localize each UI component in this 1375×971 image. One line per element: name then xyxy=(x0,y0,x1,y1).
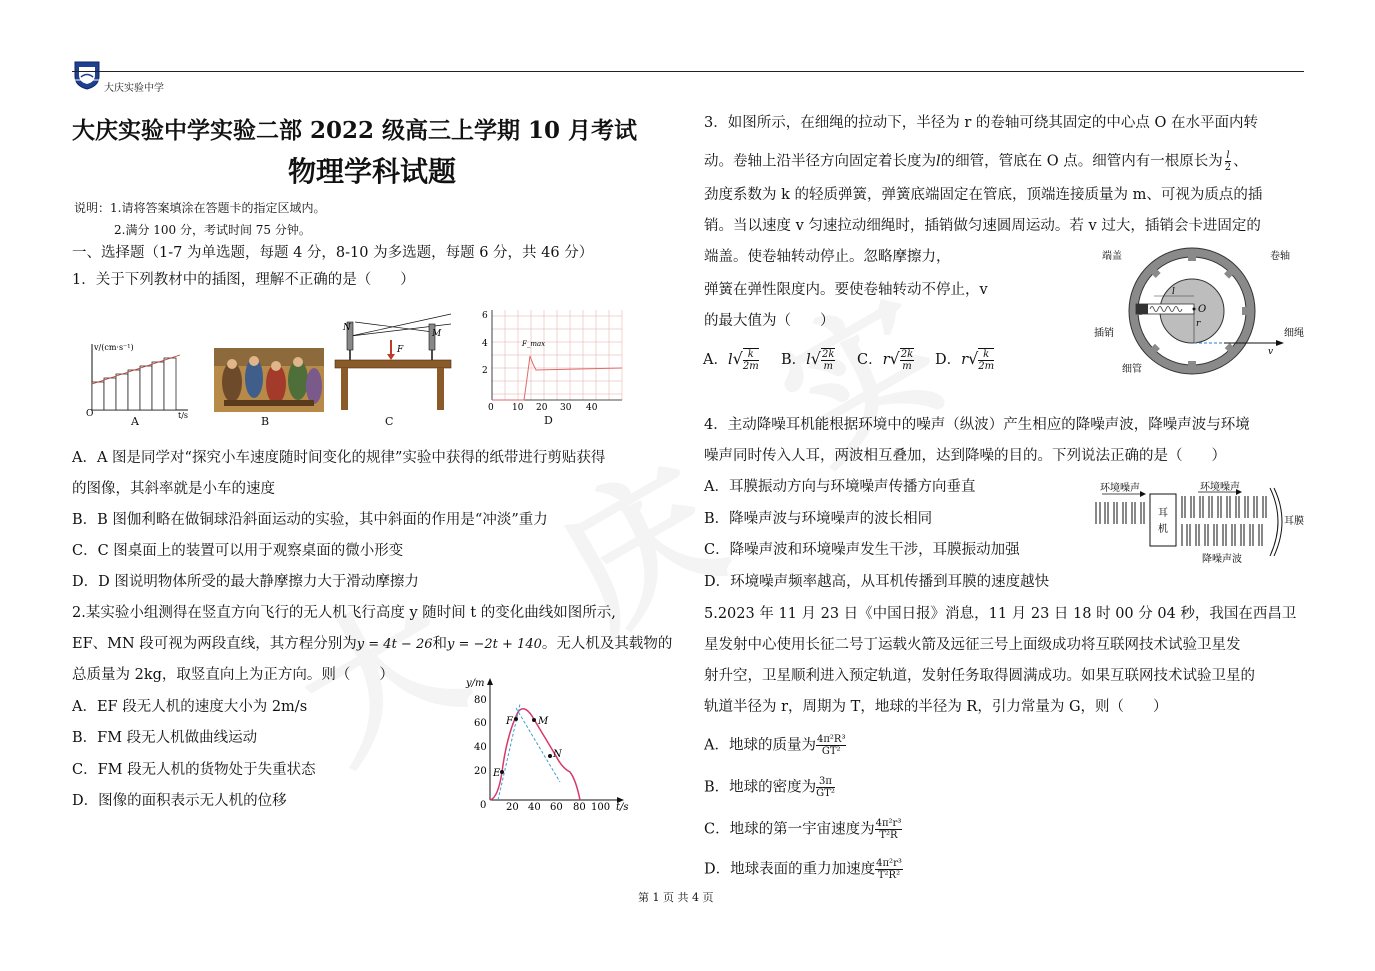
graph-ytick-80: 80 xyxy=(474,695,487,706)
subject-title: 物理学科试题 xyxy=(288,155,457,188)
q4-label-eardrum: 耳膜 xyxy=(1284,516,1304,527)
q3-line-2: 动。卷轴上沿半径方向固定着长度为l的细管，管底在 O 点。细管内有一根原长为 $\frac{l}{2}$ 、 xyxy=(704,150,1248,173)
q5-option-b: B．地球的密度为 $\frac{3\pi}{\text{GT²}}$ xyxy=(704,776,835,799)
q3-option-c: C．r√ $\frac{2k}{m}$ xyxy=(857,349,914,372)
fig-d-x20: 20 xyxy=(536,403,548,413)
q3-line-7: 的最大值为（ ） xyxy=(704,313,835,329)
q5-option-d: D．地球表面的重力加速度 $\frac{\text{4π²r³}}{\text{T²R²}}$ xyxy=(704,858,902,881)
q1-option-b: B．B 图伽利略在做铜球沿斜面运动的实验，其中斜面的作用是“冲淡”重力 xyxy=(72,512,548,528)
q2-eq2: y = −2t + 140 xyxy=(447,637,542,652)
reel-label-v: v xyxy=(1268,347,1274,357)
reel-label-pin: 插销 xyxy=(1094,328,1114,339)
graph-xtick-20: 20 xyxy=(506,802,519,813)
q4-line-2: 噪声同时传入人耳，两波相互叠加，达到降噪的目的。下列说法正确的是（ ） xyxy=(704,448,1226,464)
graph-xtick-0: 0 xyxy=(480,800,487,811)
note-2: 2.满分 100 分，考试时间 75 分钟。 xyxy=(114,223,311,237)
q4-label-noise-1: 环境噪声 xyxy=(1100,483,1140,494)
q2-height-time-graph xyxy=(460,672,630,818)
q3-line-5: 端盖。使卷轴转动停止。忽略摩擦力， xyxy=(704,249,951,265)
fig-a-origin: O xyxy=(86,409,94,419)
school-logo xyxy=(72,58,102,90)
q1-option-d: D．D 图说明物体所受的最大静摩擦力大于滑动摩擦力 xyxy=(72,574,419,590)
q1-figure-c-table xyxy=(333,308,457,412)
q2-stem-1: 2.某实验小组测得在竖直方向飞行的无人机飞行高度 y 随时间 t 的变化曲线如图所示, xyxy=(72,605,616,621)
q1-option-a: A．A 图是同学对“探究小车速度随时间变化的规律”实验中获得的纸带进行剪贴获得 xyxy=(72,450,606,466)
q3-line-4: 销。当以速度 v 匀速拉动细绳时，插销做匀速圆周运动。若 v 过大，插销会卡进固定的 xyxy=(704,218,1261,234)
q4-option-b: B．降噪声波与环境噪声的波长相同 xyxy=(704,511,933,527)
graph-xlabel: t/s xyxy=(616,802,629,813)
q3-option-a: A．l√ $\frac{k}{2m}$ xyxy=(703,349,759,372)
graph-xtick-40: 40 xyxy=(528,802,541,813)
graph-point-n: N xyxy=(553,749,562,760)
header-rule xyxy=(72,71,1304,72)
fig-label-d: D xyxy=(544,414,553,427)
q1-figure-b-painting xyxy=(214,348,324,412)
q4-option-d: D．环境噪声频率越高，从耳机传播到耳膜的速度越快 xyxy=(704,574,1050,590)
fig-d-y2: 2 xyxy=(482,366,488,376)
graph-point-f: F xyxy=(506,716,513,727)
q3-line-6: 弹簧在弹性限度内。要使卷轴转动不停止，v xyxy=(704,282,988,298)
q3-option-d: D．r√ $\frac{k}{2m}$ xyxy=(935,349,995,372)
q3-line-3: 劲度系数为 k 的轻质弹簧，弹簧底端固定在管底，顶端连接质量为 m、可视为质点的插 xyxy=(704,187,1263,203)
fig-c-m: M xyxy=(432,329,442,339)
graph-ytick-20: 20 xyxy=(474,766,487,777)
q2-option-d: D．图像的面积表示无人机的位移 xyxy=(72,793,287,809)
q5-line-2: 星发射中心使用长征二号丁运载火箭及远征三号上面级成功将互联网技术试验卫星发 xyxy=(704,637,1241,653)
graph-ytick-60: 60 xyxy=(474,718,487,729)
q3-line-1: 3．如图所示，在细绳的拉动下，半径为 r 的卷轴可绕其固定的中心点 O 在水平面内转 xyxy=(704,115,1258,131)
q4-line-1: 4．主动降噪耳机能根据环境中的噪声（纵波）产生相应的降噪声波，降噪声波与环境 xyxy=(704,417,1250,433)
fig-d-y4: 4 xyxy=(482,339,488,349)
fig-label-b: B xyxy=(261,415,270,428)
q2-eq1: y = 4t − 26 xyxy=(356,637,433,652)
q4-label-earphone-2: 机 xyxy=(1158,524,1168,535)
school-name: 大庆实验中学 xyxy=(104,83,164,94)
q1-figure-d-graph xyxy=(480,306,630,414)
q5-option-a: A．地球的质量为 $\frac{\text{4π²R³}}{\text{GT²}}$ xyxy=(704,734,846,757)
fig-d-fmax: F_max xyxy=(522,340,546,348)
fig-d-x40: 40 xyxy=(586,403,598,413)
q2-option-b: B．FM 段无人机做曲线运动 xyxy=(72,730,258,746)
q3-option-b: B．l√ $\frac{2k}{m}$ xyxy=(781,349,835,372)
fig-d-x10: 10 xyxy=(512,403,524,413)
note-1: 说明：1.请将答案填涂在答题卡的指定区域内。 xyxy=(74,201,326,215)
fig-d-y6: 6 xyxy=(482,311,488,321)
q5-option-c: C．地球的第一宇宙速度为 $\frac{\text{4π²r³}}{\text{T²R}}$ xyxy=(704,818,902,841)
reel-label-endcap: 端盖 xyxy=(1102,251,1122,262)
section-heading: 一、选择题（1-7 为单选题，每题 4 分，8-10 为多选题，每题 6 分，共 46 分） xyxy=(72,245,594,261)
page-footer: 第 1 页 共 4 页 xyxy=(638,891,714,904)
graph-xtick-80: 80 xyxy=(573,802,586,813)
reel-label-o: O xyxy=(1198,304,1207,315)
reel-label-tube: 细管 xyxy=(1122,364,1142,375)
fig-d-x30: 30 xyxy=(560,403,572,413)
reel-label-rope: 细绳 xyxy=(1284,328,1304,339)
q4-label-earphone-1: 耳 xyxy=(1158,508,1168,519)
q4-option-c: C．降噪声波和环境噪声发生干涉，耳膜振动加强 xyxy=(704,542,1020,558)
q5-line-1: 5.2023 年 11 月 23 日《中国日报》消息，11 月 23 日 18 时 00 分 04 秒，我国在西昌卫 xyxy=(704,606,1297,622)
fig-a-xlabel: t/s xyxy=(178,411,189,420)
reel-label-l: l xyxy=(1172,287,1175,297)
q1-stem: 1．关于下列教材中的插图，理解不正确的是（ ） xyxy=(72,272,415,288)
q4-noise-cancel-figure xyxy=(1090,480,1312,570)
fig-label-c: C xyxy=(385,415,394,428)
reel-label-r: r xyxy=(1196,319,1201,329)
q3-reel-figure xyxy=(1090,244,1310,378)
q2-stem-3: 总质量为 2kg，取竖直向上为正方向。则（ ） xyxy=(72,667,394,683)
q5-line-4: 轨道半径为 r，周期为 T，地球的半径为 R，引力常量为 G，则（ ） xyxy=(704,699,1168,715)
fig-label-a: A xyxy=(131,415,139,428)
fig-a-ylabel: v/(cm·s⁻¹) xyxy=(94,343,134,352)
graph-point-e: E xyxy=(493,768,501,779)
q1-option-a-cont: 的图像，其斜率就是小车的速度 xyxy=(72,481,275,497)
q2-stem-2: EF、MN 段可视为两段直线，其方程分别为y = 4t − 26和y = −2t + 140。无人机及其载物的 xyxy=(72,636,673,652)
graph-ylabel: y/m xyxy=(466,678,485,689)
q2-option-c: C．FM 段无人机的货物处于失重状态 xyxy=(72,762,316,778)
q4-option-a: A．耳膜振动方向与环境噪声传播方向垂直 xyxy=(704,479,976,495)
exam-title: 大庆实验中学实验二部 2022 级高三上学期 10 月考试 xyxy=(72,117,638,144)
fig-c-f: F xyxy=(397,345,404,355)
fig-d-x0: 0 xyxy=(488,403,494,413)
q2-option-a: A．EF 段无人机的速度大小为 2m/s xyxy=(72,699,308,715)
q1-option-c: C．C 图桌面上的装置可以用于观察桌面的微小形变 xyxy=(72,543,404,559)
graph-xtick-100: 100 xyxy=(591,802,611,813)
q4-label-noise-2: 环境噪声 xyxy=(1200,482,1240,493)
graph-xtick-60: 60 xyxy=(550,802,563,813)
q4-label-anti-noise: 降噪声波 xyxy=(1202,554,1242,565)
q5-line-3: 射升空，卫星顺利进入预定轨道，发射任务取得圆满成功。如果互联网技术试验卫星的 xyxy=(704,668,1255,684)
reel-label-reel: 卷轴 xyxy=(1270,251,1290,262)
graph-ytick-40: 40 xyxy=(474,742,487,753)
fig-c-n: N xyxy=(343,323,351,333)
graph-point-m: M xyxy=(538,716,549,727)
